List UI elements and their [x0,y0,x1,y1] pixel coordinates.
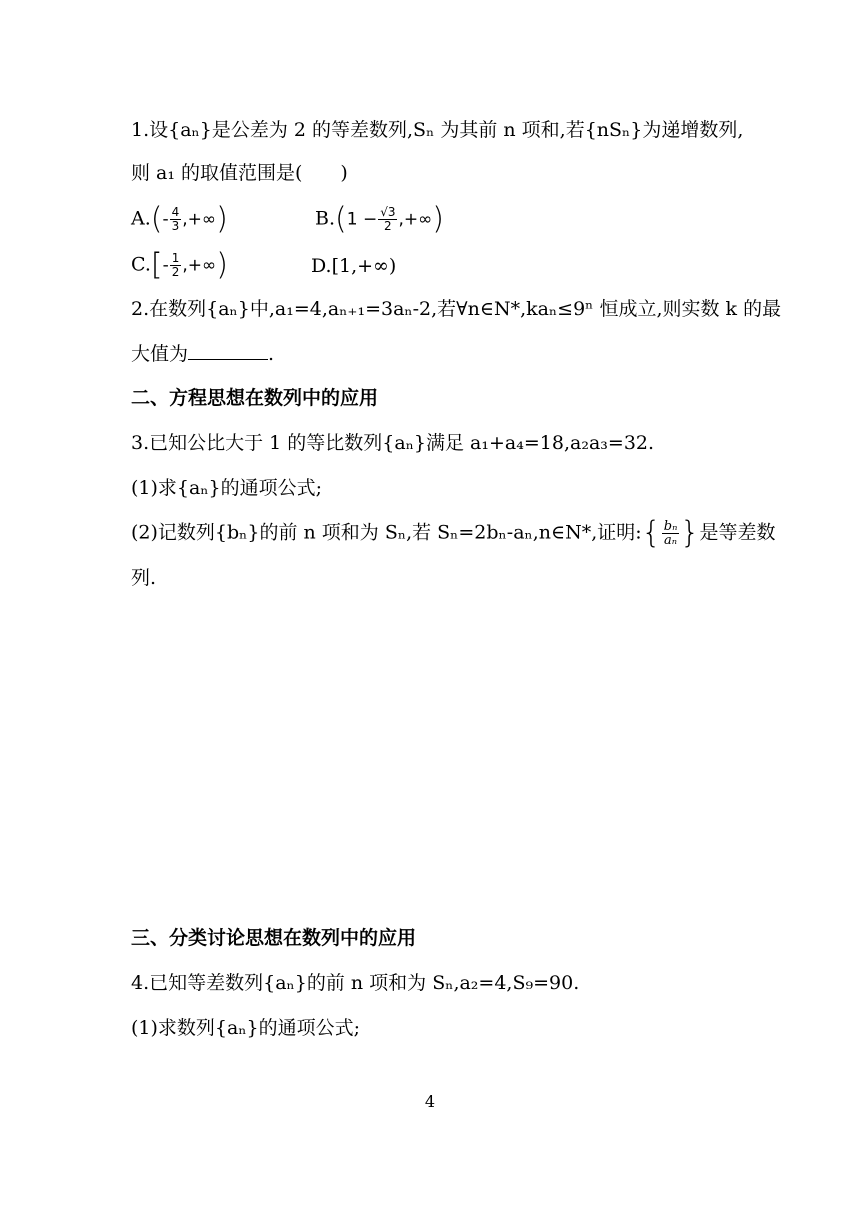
option-b-head: 1 − [346,209,378,230]
page-number: 4 [424,1092,436,1111]
fraction-numerator: 4 [171,205,180,219]
q1-stem-line2: 则 a₁ 的取值范围是( ) [131,162,348,184]
q4-part1: (1)求数列{aₙ}的通项公式; [131,1017,361,1039]
option-b-label: B. [315,207,336,230]
left-brace: { [641,515,661,551]
q2-stem-line2 [131,341,274,366]
section-heading-classification: 三、分类讨论思想在数列中的应用 [131,927,417,949]
q1-option-d: D.[1,+∞) [311,255,397,277]
right-brace: } [680,515,700,551]
option-c-tail: ,+∞ [182,255,217,276]
answer-blank[interactable] [188,341,268,360]
left-paren: ( [335,201,347,237]
left-paren: ( [150,201,163,237]
fraction-numerator: √3 [380,205,396,219]
fraction-denominator: aₙ [664,533,678,548]
q2-stem-line1: 2.在数列{aₙ}中,a₁=4,aₙ₊₁=3aₙ-2,若∀n∈N*,kaₙ≤9ⁿ 恒成立,则实数 k 的最 [131,298,782,320]
q3-part1: (1)求{aₙ}的通项公式; [131,477,323,499]
left-bracket: [ [150,247,163,283]
option-a-label: A. [131,207,151,230]
q4-stem: 4.已知等差数列{aₙ}的前 n 项和为 Sₙ,a₂=4,S₉=90. [131,972,580,994]
q2-line2-prefix: 大值为 [131,343,189,365]
q1-option-a [131,201,228,237]
option-c-label: C. [131,253,151,276]
option-b-fraction [378,206,397,233]
option-a-tail: ,+∞ [182,209,217,230]
option-b-tail: ,+∞ [398,209,433,230]
fraction-denominator: 2 [384,219,392,233]
option-c-fraction [170,252,182,279]
fraction-numerator: 1 [171,251,180,265]
q2-line2-suffix: . [268,343,275,365]
q3-part2-prefix: (2)记数列{bₙ}的前 n 项和为 Sₙ,若 Sₙ=2bₙ-aₙ,n∈N*,证明: [131,521,642,544]
fraction-denominator: 2 [171,265,180,279]
option-a-fraction [170,206,182,233]
fraction-numerator: bₙ [663,519,678,534]
q3-part2-line2: 列. [131,567,157,589]
q3-part2 [131,515,776,551]
q3-stem: 3.已知公比大于 1 的等比数列{aₙ}满足 a₁+a₄=18,a₂a₃=32. [131,432,655,454]
right-paren: ) [216,201,228,237]
q3-part2-fraction [662,520,680,547]
right-paren: ) [432,201,445,237]
option-c-sign: - [162,255,169,276]
q1-stem-line1: 1.设{aₙ}是公差为 2 的等差数列,Sₙ 为其前 n 项和,若{nSₙ}为递增数列, [131,119,744,141]
section-heading-equation: 二、方程思想在数列中的应用 [131,387,379,409]
option-a-sign: - [162,209,169,230]
q1-option-b [315,201,445,237]
q1-option-c [131,247,228,283]
right-paren: ) [216,247,228,283]
fraction-denominator: 3 [171,219,180,233]
q3-part2-suffix: 是等差数 [699,521,776,544]
